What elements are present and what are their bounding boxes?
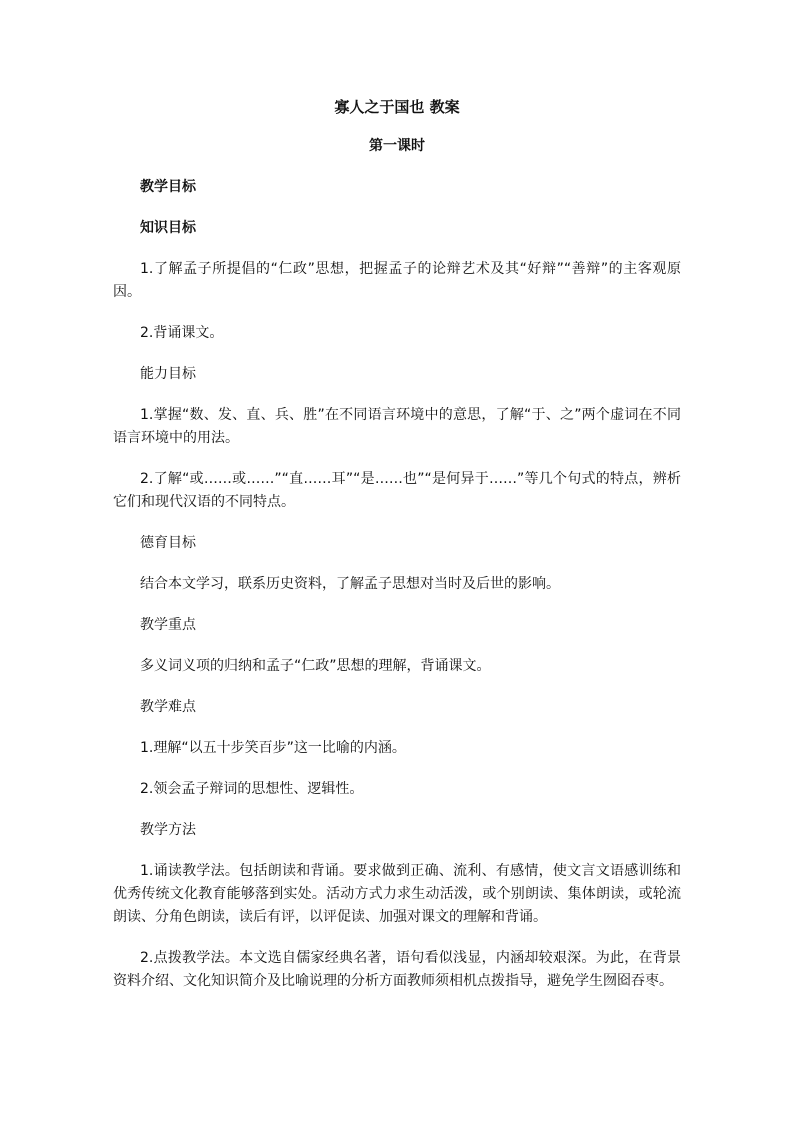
moral-objective: 结合本文学习，联系历史资料，了解孟子思想对当时及后世的影响。	[140, 576, 560, 592]
teaching-difficulty-2: 2.领会孟子辩词的思想性、逻辑性。	[140, 781, 364, 797]
teaching-difficulty-1: 1.理解“以五十步笑百步”这一比喻的内涵。	[140, 740, 406, 756]
heading-knowledge-objectives: 知识目标	[140, 220, 196, 236]
ability-objective-1: 1.掌握“数、发、直、兵、胜”在不同语言环境中的意思，了解“于、之”两个虚词在不同语言环境中的用法。	[113, 407, 681, 446]
heading-ability-objectives: 能力目标	[140, 366, 196, 382]
document-content	[113, 96, 681, 1011]
heading-moral-objectives: 德育目标	[140, 535, 196, 551]
heading-teaching-difficulties: 教学难点	[140, 699, 196, 715]
lesson-subtitle: 第一课时	[369, 138, 425, 154]
teaching-focus: 多义词义项的归纳和孟子“仁政”思想的理解，背诵课文。	[140, 658, 491, 674]
document-title: 寡人之于国也 教案	[334, 98, 460, 116]
ability-objective-2: 2.了解“或……或……”“直……耳”“是……也”“是何异于……”等几个句式的特点，辨析它们和现代汉语的不同特点。	[113, 471, 681, 510]
knowledge-objective-2: 2.背诵课文。	[140, 325, 224, 341]
teaching-method-1: 1.诵读教学法。包括朗读和背诵。要求做到正确、流利、有感情，使文言文语感训练和优秀传统文化教育能够落到实处。活动方式力求生动活泼，或个别朗读、集体朗读，或轮流朗读、分角色朗读，读后有评，以评促读、加强对课文的理解和背诵。	[113, 863, 681, 925]
heading-teaching-focus: 教学重点	[140, 617, 196, 633]
heading-teaching-methods: 教学方法	[140, 822, 196, 838]
teaching-method-2: 2.点拨教学法。本文选自儒家经典名著，语句看似浅显，内涵却较艰深。为此，在背景资料介绍、文化知识简介及比喻说理的分析方面教师须相机点拨指导，避免学生囫囵吞枣。	[113, 950, 681, 989]
knowledge-objective-1: 1.了解孟子所提倡的“仁政”思想，把握孟子的论辩艺术及其“好辩”“善辩”的主客观原因。	[113, 261, 681, 300]
heading-teaching-objectives: 教学目标	[140, 179, 196, 195]
